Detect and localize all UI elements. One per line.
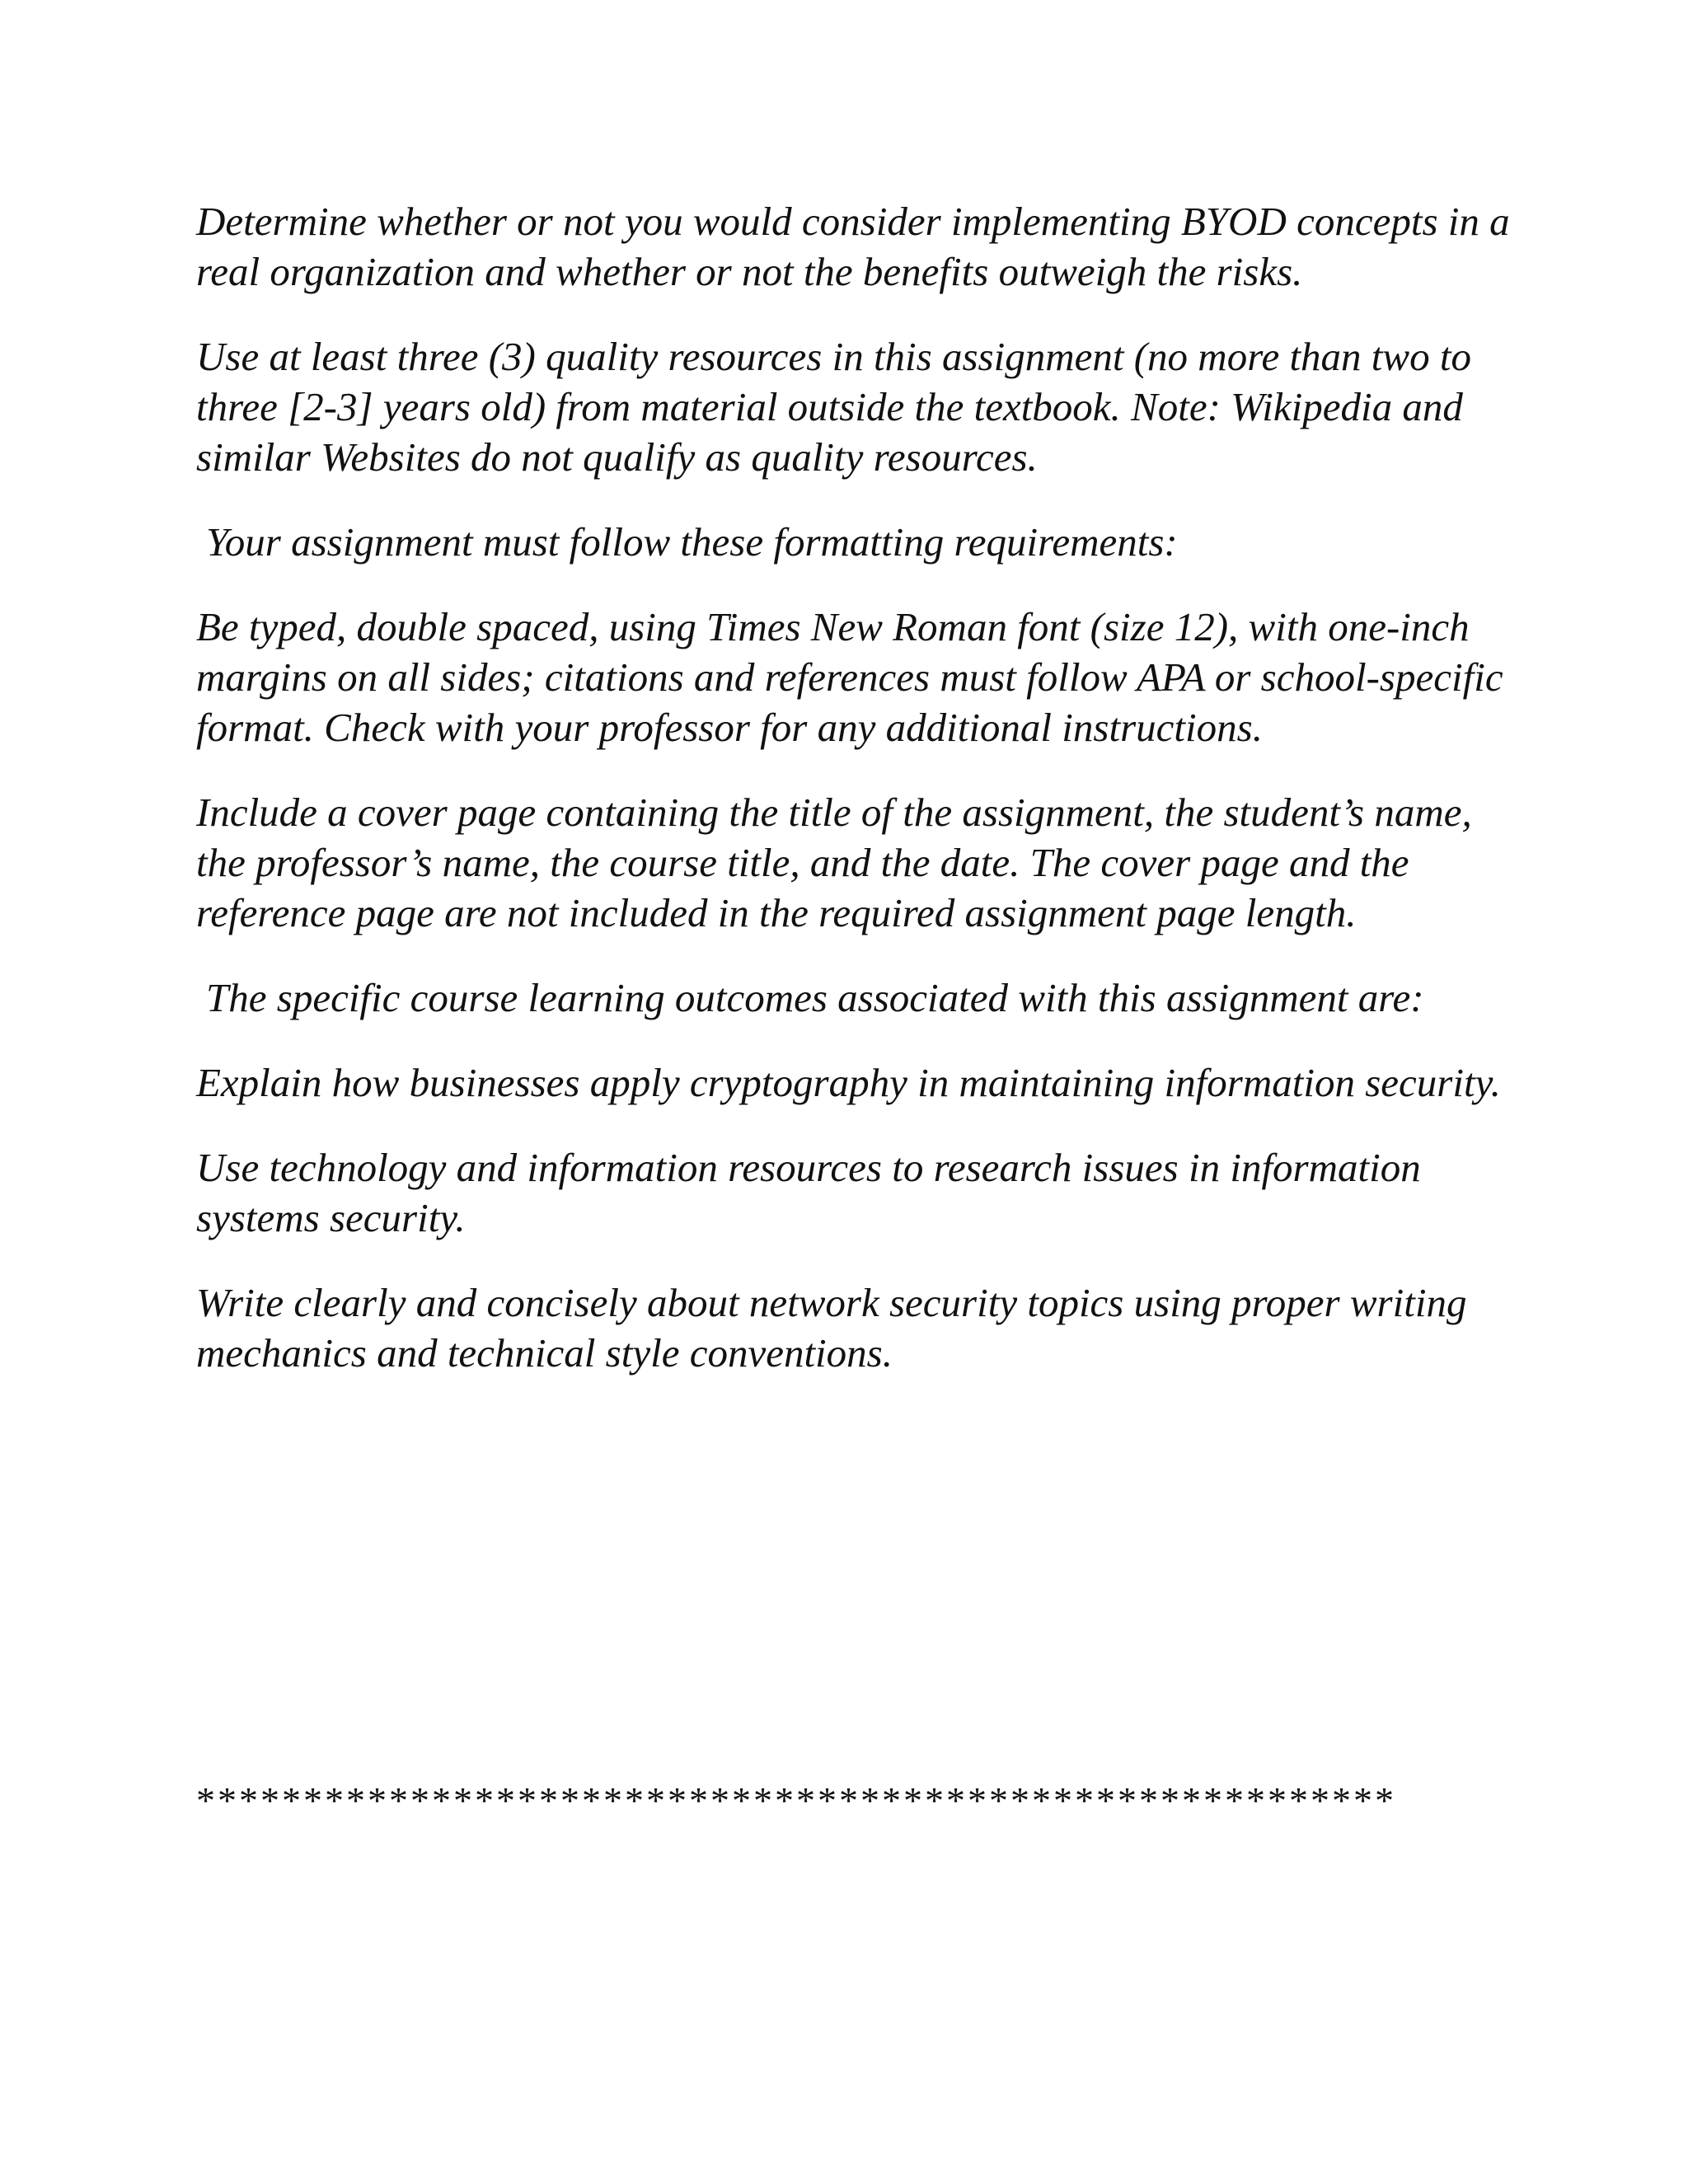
paragraph-cover-page: Include a cover page containing the title of the assignment, the student’s name, the professor’s name, the course title, and the date. The cover page and the reference page are not included in the required assignment page length. (196, 790, 1472, 935)
paragraph-resources-requirement: Use at least three (3) quality resources in this assignment (no more than two to three [2-3] years old) from material outside the textbook. Note: Wikipedia and similar Websites do not qualify as quality resources. (196, 334, 1471, 480)
paragraph-outcome-research: Use technology and information resources to research issues in information systems security. (196, 1145, 1421, 1240)
paragraph-byod-decision: Determine whether or not you would consider implementing BYOD concepts in a real organization and whether or not the benefits outweigh the risks. (196, 199, 1510, 294)
paragraph-outcome-cryptography: Explain how businesses apply cryptography in maintaining information security. (196, 1060, 1501, 1105)
paragraph-formatting-heading: Your assignment must follow these formatting requirements: (206, 519, 1178, 565)
paragraph-outcomes-heading: The specific course learning outcomes associated with this assignment are: (206, 975, 1424, 1020)
document-body (196, 196, 1515, 1413)
asterisk-separator: ******************************************************** (196, 1779, 1396, 1821)
paragraph-outcome-writing: Write clearly and concisely about network security topics using proper writing mechanics and technical style conventions. (196, 1280, 1467, 1376)
paragraph-formatting-rules: Be typed, double spaced, using Times New Roman font (size 12), with one-inch margins on all sides; citations and references must follow APA or school-specific format. Check with your professor for any additional instructions. (196, 604, 1503, 750)
